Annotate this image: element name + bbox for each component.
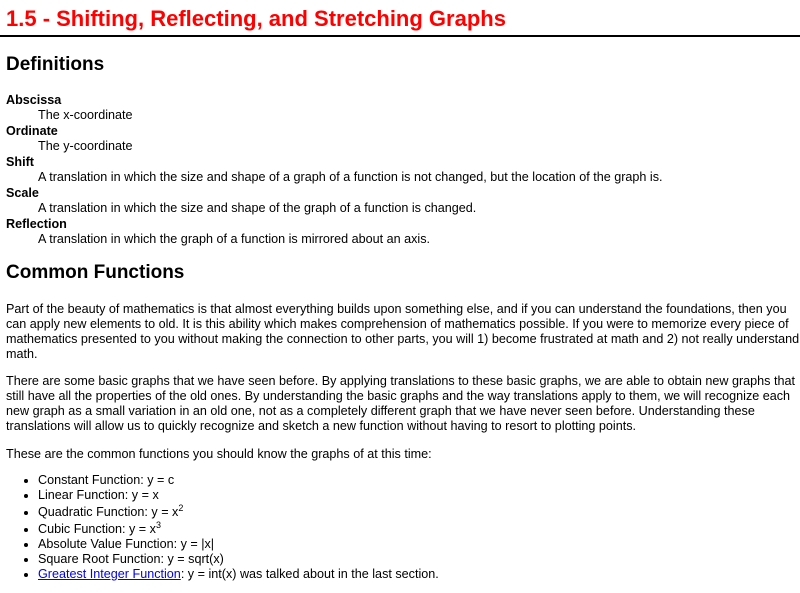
list-item-cubic [38,520,796,537]
definitions-heading: Definitions [6,54,105,75]
list-item-sqrt [38,552,796,567]
list-item-quadratic [38,503,796,520]
common-functions-list [6,473,796,582]
paragraph-foundations: Part of the beauty of mathematics is that almost everything builds upon something else, and if you can understand the foundations, then you can apply new elements to old. It is this ability which makes comprehension of mathematics possible. If you were to memorize every piece of mathematics presented to you without making the connection to other parts, you will 1) become frustrated at math and 2) not really understand math. [6,302,800,361]
paragraph-translations: There are some basic graphs that we have seen before. By applying translations to these basic graphs, we are able to obtain new graphs that still have all the properties of the old ones. By understanding the basic graphs and the way translations apply to them, we will recognize each new graph as a small variation in an old one, not as a completely different graph that we have never seen before. Understanding these translations will allow us to quickly recognize and sketch a new function without having to resort to plotting points. [6,374,795,433]
quadratic-exponent: 2 [178,503,184,513]
constant-function-text: Constant Function: y = c [38,473,175,487]
cubic-exponent: 3 [155,520,161,530]
list-item-absolute [38,537,796,552]
title-divider [0,35,800,37]
term-shift: Shift [6,155,34,169]
term-abscissa: Abscissa [6,93,62,107]
definitions-list [6,93,796,248]
greatest-integer-link[interactable]: Greatest Integer Function [38,567,181,581]
sqrt-function-text: Square Root Function: y = sqrt(x) [38,552,224,566]
term-ordinate: Ordinate [6,124,58,138]
definition-scale: A translation in which the size and shape of the graph of a function is changed. [38,201,477,215]
cubic-function-text: Cubic Function: y = x [38,522,156,536]
term-scale: Scale [6,186,39,200]
term-reflection: Reflection [6,217,67,231]
definition-reflection: A translation in which the graph of a function is mirrored about an axis. [38,232,431,246]
list-item-linear [38,488,796,503]
list-item-constant [38,473,796,488]
absolute-function-text: Absolute Value Function: y = |x| [38,537,215,551]
linear-function-text: Linear Function: y = x [38,488,159,502]
list-item-greatest-integer [38,567,796,582]
definition-ordinate: The y-coordinate [38,139,133,153]
definition-shift: A translation in which the size and shape of a graph of a function is not changed, but the location of the graph is. [38,170,663,184]
common-functions-heading: Common Functions [6,262,185,283]
paragraph-list-intro: These are the common functions you should know the graphs of at this time: [6,447,432,461]
greatest-integer-text: : y = int(x) was talked about in the last section. [180,567,439,581]
page-title: 1.5 - Shifting, Reflecting, and Stretching Graphs [6,6,506,31]
definition-abscissa: The x-coordinate [38,108,133,122]
quadratic-function-text: Quadratic Function: y = x [38,505,179,519]
